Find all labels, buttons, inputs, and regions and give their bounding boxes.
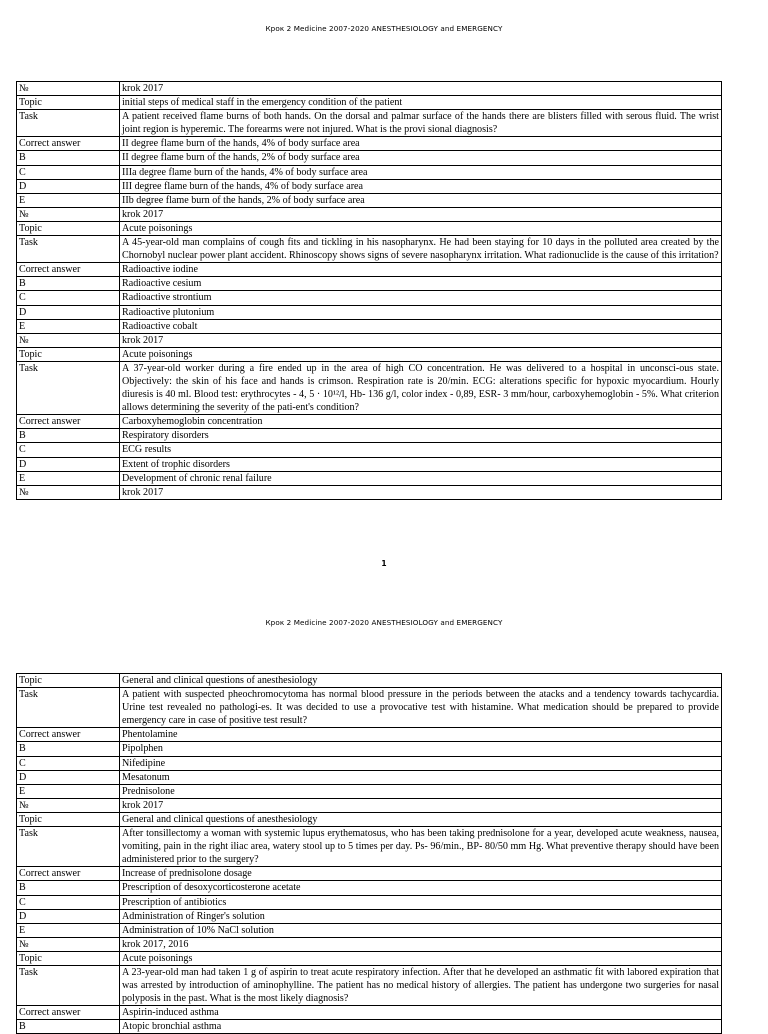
row-label: Topic: [17, 674, 120, 688]
row-label: E: [17, 193, 120, 207]
row-value: Administration of 10% NaCl solution: [120, 923, 722, 937]
row-value: II degree flame burn of the hands, 4% of body surface area: [120, 137, 722, 151]
row-value: Prescription of antibiotics: [120, 895, 722, 909]
row-value: krok 2017: [120, 798, 722, 812]
row-label: B: [17, 1020, 120, 1034]
row-label: Correct answer: [17, 728, 120, 742]
table-row: [17, 457, 722, 471]
row-value: Development of chronic renal failure: [120, 471, 722, 485]
row-label: Task: [17, 827, 120, 867]
page-header: Крок 2 Medicine 2007-2020 ANESTHESIOLOGY and EMERGENCY: [265, 24, 503, 33]
row-label: №: [17, 937, 120, 951]
row-label: Task: [17, 965, 120, 1005]
row-label: C: [17, 756, 120, 770]
row-value: Radioactive iodine: [120, 263, 722, 277]
row-value: A patient received flame burns of both hands. On the dorsal and palmar surface of the hands there are blisters filled with serous fluid. The wrist joint region is hyperemic. The forearms were not injured. What is the provi sional diagnosis?: [120, 110, 722, 137]
row-value: A 37-year-old worker during a fire ended up in the area of high CO concentration. He was delivered to a hospital in unconsci-ous state. Objectively: the skin of his face and hands is crimson. Respiration rate is 20/min. ECG: alterations specific for hypoxic myocardium. Hourly diuresis is 40 ml. Blood test: erythrocytes - 4, 5 · 10¹²/l, Hb- 136 g/l, color index - 0,89, ESR- 3 mm/hour, carboxyhemoglobin - 5%. What criterion allows determining the severity of the pati-ent's condition?: [120, 361, 722, 414]
row-label: Task: [17, 361, 120, 414]
row-value: A patient with suspected pheochromocytoma has normal blood pressure in the periods between the atacks and a tendency towards tachycardia. Urine test revealed no pathologi-es. It was decided to use a provocative test with histamine. What medication should be prepared to provide emergency care in case of positive test result?: [120, 688, 722, 728]
row-label: Correct answer: [17, 415, 120, 429]
question-table-page-2: [16, 673, 722, 1034]
row-value: General and clinical questions of anesthesiology: [120, 674, 722, 688]
row-label: Topic: [17, 221, 120, 235]
row-value: III degree flame burn of the hands, 4% of body surface area: [120, 179, 722, 193]
row-value: Mesatonum: [120, 770, 722, 784]
table-row: [17, 728, 722, 742]
row-value: ECG results: [120, 443, 722, 457]
row-label: C: [17, 443, 120, 457]
row-label: E: [17, 471, 120, 485]
row-label: C: [17, 895, 120, 909]
table-row: [17, 291, 722, 305]
table-row: [17, 165, 722, 179]
row-value: Administration of Ringer's solution: [120, 909, 722, 923]
row-value: A 23-year-old man had taken 1 g of aspirin to treat acute respiratory infection. After that he developed an asthmatic fit with labored expiration that was arrested by introduction of aminophylline. The patient has no medical history of allergies. The patient has undergone two surgeries for nasal polyposis in the past. What is the most likely diagnosis?: [120, 965, 722, 1005]
row-value: Increase of prednisolone dosage: [120, 867, 722, 881]
row-label: Topic: [17, 812, 120, 826]
table-row: [17, 881, 722, 895]
page-2: [0, 588, 768, 1033]
row-label: C: [17, 291, 120, 305]
row-label: Topic: [17, 347, 120, 361]
row-value: Aspirin-induced asthma: [120, 1006, 722, 1020]
row-value: Acute poisonings: [120, 221, 722, 235]
table-row: [17, 151, 722, 165]
row-label: E: [17, 319, 120, 333]
row-value: Acute poisonings: [120, 347, 722, 361]
row-label: C: [17, 165, 120, 179]
row-label: D: [17, 909, 120, 923]
row-label: №: [17, 82, 120, 96]
row-value: After tonsillectomy a woman with systemic lupus erythematosus, who has been taking prednisolone for a year, developed acute weakness, nausea, vomiting, pain in the right iliac area, watery stool up to 5 times per day. Ps- 96/min., BP- 80/50 mm Hg. What preventive therapy should have been administered prior to the surgery?: [120, 827, 722, 867]
row-value: Extent of trophic disorders: [120, 457, 722, 471]
table-row: [17, 319, 722, 333]
row-value: Prescription of desoxycorticosterone acetate: [120, 881, 722, 895]
table-row: [17, 909, 722, 923]
row-label: №: [17, 485, 120, 499]
row-label: B: [17, 742, 120, 756]
table-row: [17, 236, 722, 263]
row-value: IIIa degree flame burn of the hands, 4% of body surface area: [120, 165, 722, 179]
table-row: [17, 471, 722, 485]
row-label: B: [17, 151, 120, 165]
row-value: Prednisolone: [120, 784, 722, 798]
table-row: [17, 951, 722, 965]
row-value: Radioactive cesium: [120, 277, 722, 291]
row-label: Correct answer: [17, 867, 120, 881]
row-label: №: [17, 333, 120, 347]
row-value: A 45-year-old man complains of cough fits and tickling in his nasopharynx. He had been staying for 10 days in the polluted area created by the Chornobyl nuclear power plant accident. Rhinoscopy shows signs of severe nasopharynx irritation. What radionuclide is the cause of this irritation?: [120, 236, 722, 263]
table-row: [17, 347, 722, 361]
question-table-page-1: [16, 81, 722, 500]
row-label: Task: [17, 110, 120, 137]
row-label: Correct answer: [17, 263, 120, 277]
table-row: [17, 305, 722, 319]
row-label: D: [17, 305, 120, 319]
row-value: Radioactive cobalt: [120, 319, 722, 333]
table-row: [17, 895, 722, 909]
table-row: [17, 277, 722, 291]
row-value: Pipolphen: [120, 742, 722, 756]
row-label: E: [17, 923, 120, 937]
table-row: [17, 207, 722, 221]
table-row: [17, 415, 722, 429]
row-label: Topic: [17, 951, 120, 965]
table-row: [17, 263, 722, 277]
row-label: B: [17, 277, 120, 291]
row-label: D: [17, 179, 120, 193]
table-row: [17, 179, 722, 193]
table-row: [17, 110, 722, 137]
row-label: D: [17, 770, 120, 784]
row-label: Task: [17, 688, 120, 728]
table-row: [17, 361, 722, 414]
table-row: [17, 1006, 722, 1020]
row-value: Phentolamine: [120, 728, 722, 742]
table-row: [17, 485, 722, 499]
row-value: krok 2017: [120, 485, 722, 499]
row-value: krok 2017, 2016: [120, 937, 722, 951]
table-row: [17, 867, 722, 881]
table-row: [17, 742, 722, 756]
row-value: initial steps of medical staff in the emergency condition of the patient: [120, 96, 722, 110]
table-row: [17, 784, 722, 798]
row-value: Atopic bronchial asthma: [120, 1020, 722, 1034]
table-row: [17, 812, 722, 826]
table-row: [17, 333, 722, 347]
table-row: [17, 937, 722, 951]
table-row: [17, 96, 722, 110]
table-row: [17, 827, 722, 867]
row-label: Task: [17, 236, 120, 263]
table-row: [17, 429, 722, 443]
table-row: [17, 770, 722, 784]
table-row: [17, 137, 722, 151]
table-row: [17, 965, 722, 1005]
row-label: №: [17, 798, 120, 812]
table-row: [17, 221, 722, 235]
row-label: Correct answer: [17, 1006, 120, 1020]
row-value: krok 2017: [120, 82, 722, 96]
table-row: [17, 443, 722, 457]
row-value: Radioactive plutonium: [120, 305, 722, 319]
row-value: Respiratory disorders: [120, 429, 722, 443]
row-value: II degree flame burn of the hands, 2% of body surface area: [120, 151, 722, 165]
row-value: Acute poisonings: [120, 951, 722, 965]
row-value: Nifedipine: [120, 756, 722, 770]
page-header: Крок 2 Medicine 2007-2020 ANESTHESIOLOGY and EMERGENCY: [265, 618, 503, 627]
table-row: [17, 688, 722, 728]
row-label: B: [17, 429, 120, 443]
row-label: B: [17, 881, 120, 895]
table-row: [17, 193, 722, 207]
row-value: Carboxyhemoglobin concentration: [120, 415, 722, 429]
row-value: krok 2017: [120, 333, 722, 347]
row-label: E: [17, 784, 120, 798]
table-row: [17, 798, 722, 812]
row-label: D: [17, 457, 120, 471]
row-label: Correct answer: [17, 137, 120, 151]
table-row: [17, 756, 722, 770]
row-label: №: [17, 207, 120, 221]
row-value: General and clinical questions of anesthesiology: [120, 812, 722, 826]
row-label: Topic: [17, 96, 120, 110]
table-row: [17, 923, 722, 937]
table-row: [17, 82, 722, 96]
table-row: [17, 674, 722, 688]
row-value: krok 2017: [120, 207, 722, 221]
row-value: Radioactive strontium: [120, 291, 722, 305]
table-row: [17, 1020, 722, 1034]
row-value: IIb degree flame burn of the hands, 2% of body surface area: [120, 193, 722, 207]
page-number: 1: [381, 559, 387, 568]
